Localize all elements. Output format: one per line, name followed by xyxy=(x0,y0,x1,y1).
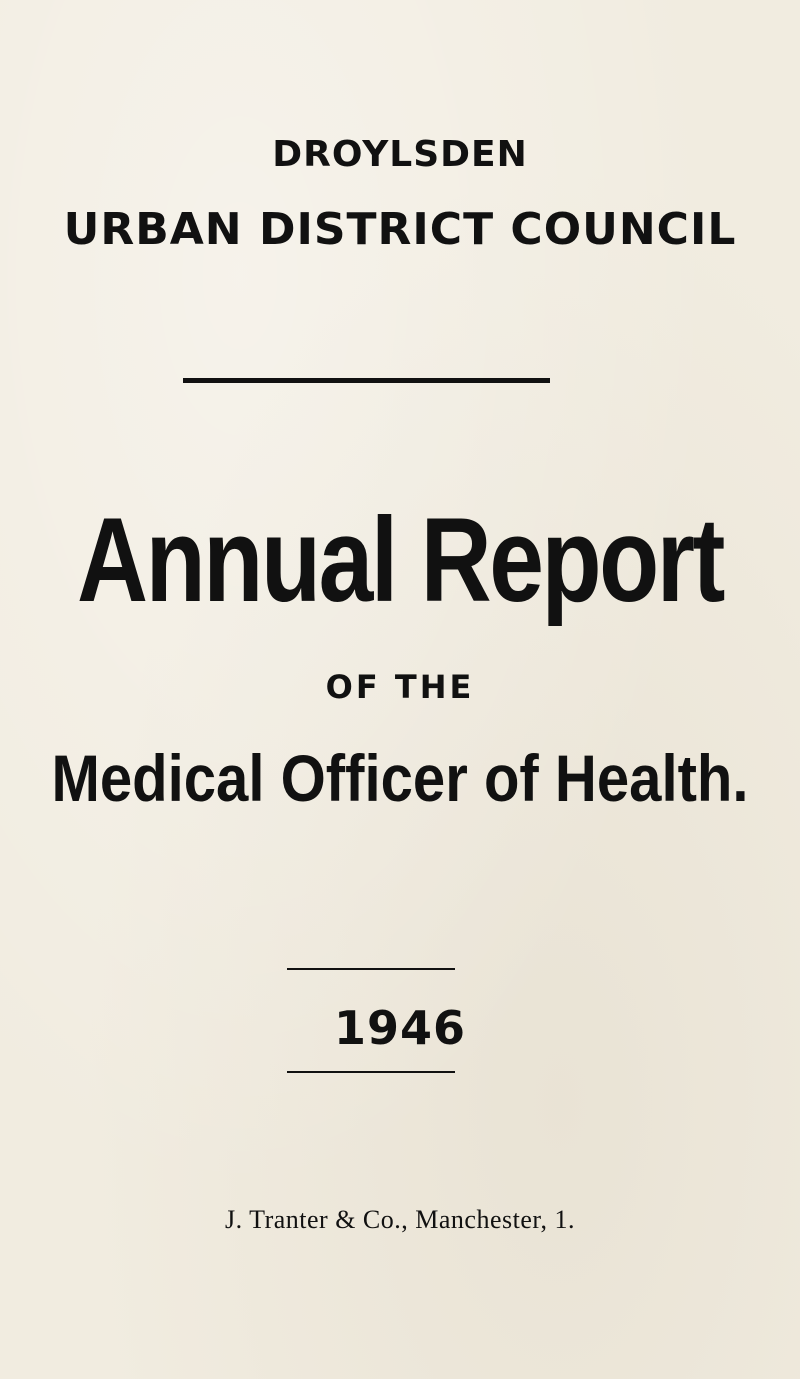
council-name-line1: DROYLSDEN xyxy=(272,134,528,175)
divider-rule-below-year xyxy=(287,1071,455,1073)
report-year: 1946 xyxy=(333,1001,467,1055)
divider-rule-top xyxy=(183,378,550,383)
report-subtitle: Medical Officer of Health. xyxy=(51,741,749,815)
divider-rule-above-year xyxy=(287,968,455,970)
report-title: Annual Report xyxy=(77,493,723,627)
council-name-line2: URBAN DISTRICT COUNCIL xyxy=(63,204,737,255)
printer-imprint: J. Tranter & Co., Manchester, 1. xyxy=(224,1205,576,1234)
title-connector: OF THE xyxy=(325,668,475,706)
